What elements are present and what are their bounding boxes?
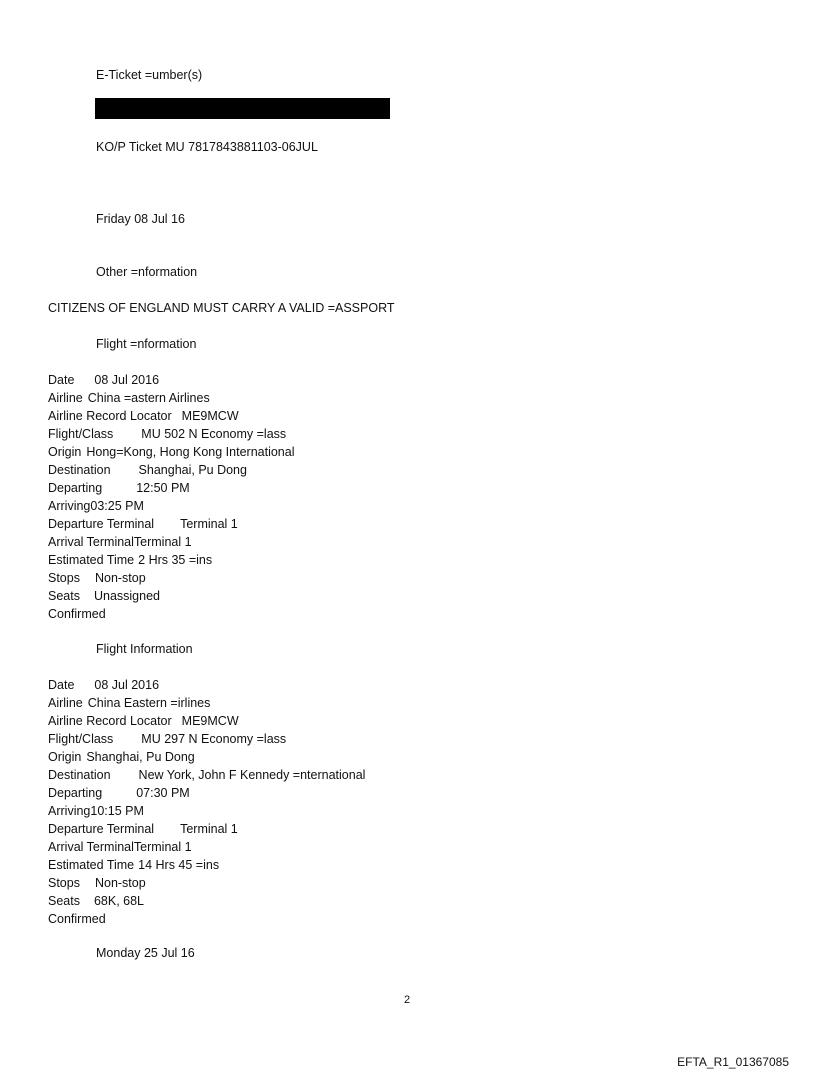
value: Shanghai, Pu Dong — [86, 750, 195, 764]
value: 2 Hrs 35 =ins — [138, 553, 213, 567]
flight-airline-row — [48, 389, 210, 407]
flight-information-heading: Flight =nformation — [96, 337, 197, 351]
value: ME9MCW — [181, 714, 239, 728]
flight-destination-row — [48, 766, 365, 784]
label: Destination — [48, 768, 111, 782]
flight-seats-row — [48, 587, 160, 605]
value: China =astern Airlines — [87, 391, 210, 405]
flight-information-heading: Flight Information — [96, 642, 193, 656]
value: 07:30 PM — [136, 786, 190, 800]
value: 68K, 68L — [93, 894, 145, 908]
label: Date — [48, 678, 75, 692]
flight-arrival-terminal-row — [48, 838, 192, 856]
label: Departing — [48, 786, 103, 800]
value: Terminal 1 — [133, 535, 192, 549]
flight-departure-terminal-row — [48, 515, 238, 533]
flight-locator-row — [48, 712, 239, 730]
label: Airline Record Locator — [48, 409, 172, 423]
flight-estimated-time-row — [48, 856, 219, 874]
value: 14 Hrs 45 =ins — [138, 858, 220, 872]
value: New York, John F Kennedy =nternational — [138, 768, 366, 782]
label: Airline Record Locator — [48, 714, 172, 728]
flight-destination-row — [48, 461, 247, 479]
value: ME9MCW — [181, 409, 239, 423]
label: Stops — [48, 876, 80, 890]
value: Terminal 1 — [180, 822, 238, 836]
label: Departing — [48, 481, 103, 495]
label: Estimated Time — [48, 553, 135, 567]
flight-stops-row — [48, 569, 146, 587]
label: Airline — [48, 696, 83, 710]
value: MU 297 N Economy =lass — [141, 732, 287, 746]
flight-date-row — [48, 676, 159, 694]
label: Seats — [48, 894, 80, 908]
value: Hong=Kong, Hong Kong International — [86, 445, 295, 459]
label: Arrival Terminal — [48, 840, 134, 854]
flight-arriving-row — [48, 802, 144, 820]
value: Shanghai, Pu Dong — [138, 463, 247, 477]
label: Origin — [48, 750, 82, 764]
value: Non-stop — [94, 876, 146, 890]
flight-departing-row — [48, 479, 190, 497]
value: 08 Jul 2016 — [94, 678, 160, 692]
value: 08 Jul 2016 — [94, 373, 160, 387]
flight-locator-row — [48, 407, 239, 425]
flight-arrival-terminal-row — [48, 533, 192, 551]
label: Stops — [48, 571, 80, 585]
value: Terminal 1 — [180, 517, 238, 531]
label: Arriving — [48, 499, 91, 513]
value: Terminal 1 — [133, 840, 192, 854]
flight-seats-row — [48, 892, 144, 910]
flight-airline-row — [48, 694, 210, 712]
label: Estimated Time — [48, 858, 135, 872]
flight-origin-row — [48, 443, 295, 461]
flight-status: Confirmed — [48, 912, 106, 926]
flight-stops-row — [48, 874, 146, 892]
value: 03:25 PM — [90, 499, 144, 513]
flight-departing-row — [48, 784, 190, 802]
flight-status: Confirmed — [48, 607, 106, 621]
redaction-bar — [95, 98, 390, 119]
travel-date-heading: Friday 08 Jul 16 — [96, 212, 185, 226]
value: MU 502 N Economy =lass — [141, 427, 287, 441]
flight-origin-row — [48, 748, 195, 766]
flight-arriving-row — [48, 497, 144, 515]
label: Airline — [48, 391, 83, 405]
label: Arriving — [48, 804, 91, 818]
page-number: 2 — [404, 994, 411, 1006]
value: Non-stop — [94, 571, 146, 585]
value: 10:15 PM — [90, 804, 144, 818]
other-information-heading: Other =nformation — [96, 265, 198, 279]
label: Arrival Terminal — [48, 535, 134, 549]
label: Date — [48, 373, 75, 387]
value: China Eastern =irlines — [87, 696, 211, 710]
ticket-number-line: KO/P Ticket MU 7817843881103-06JUL — [96, 140, 318, 154]
travel-date-heading: Monday 25 Jul 16 — [96, 946, 195, 960]
document-id: EFTA_R1_01367085 — [677, 1055, 789, 1069]
label: Flight/Class — [48, 732, 114, 746]
flight-estimated-time-row — [48, 551, 212, 569]
flight-class-row — [48, 730, 286, 748]
label: Seats — [48, 589, 80, 603]
label: Departure Terminal — [48, 517, 155, 531]
eticket-heading: E-Ticket =umber(s) — [96, 68, 203, 82]
flight-class-row — [48, 425, 286, 443]
value: Unassigned — [93, 589, 160, 603]
flight-departure-terminal-row — [48, 820, 238, 838]
label: Flight/Class — [48, 427, 114, 441]
flight-date-row — [48, 371, 159, 389]
value: 12:50 PM — [136, 481, 190, 495]
label: Departure Terminal — [48, 822, 155, 836]
label: Origin — [48, 445, 82, 459]
passport-notice: CITIZENS OF ENGLAND MUST CARRY A VALID =ASSPORT — [48, 301, 395, 315]
label: Destination — [48, 463, 111, 477]
